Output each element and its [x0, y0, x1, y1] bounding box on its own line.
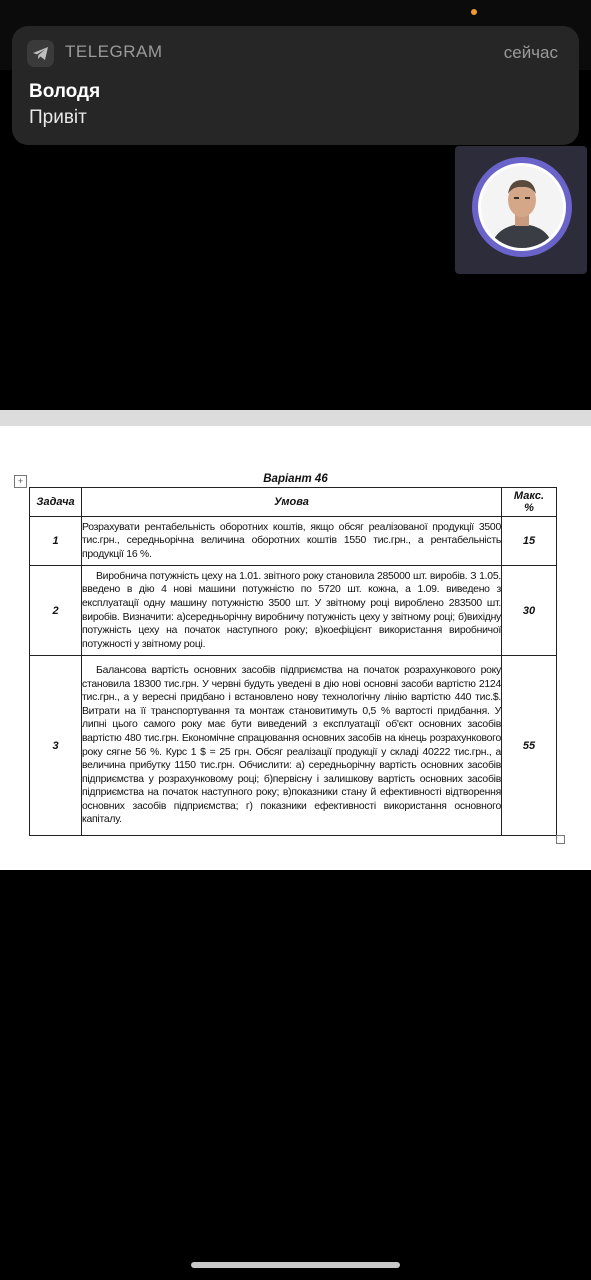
- tasks-table: [29, 487, 557, 836]
- task-condition: Виробнича потужність цеху на 1.01. звітного року становила 285000 шт. виробів. З 1.05. введено в дію 4 нові машини потужністю по 5720 шт. кожна, а 1.09. виведено з експлуатації одну машину потужністю 3500 шт. У звітному році вироблено 283500 шт. виробів. Визначити: а)середньорічну виробничу потужність цеху у звітному році; б)вихідну потужність цеху на початок наступного року; в)коефіцієнт використання виробничої потужності у звітному році.: [82, 566, 502, 656]
- table-header-row: [30, 488, 557, 517]
- telegram-plane-icon: [27, 40, 54, 67]
- table-row: [30, 656, 557, 836]
- notification-app-name: TELEGRAM: [65, 42, 163, 61]
- telegram-notification[interactable]: [12, 26, 579, 145]
- task-number: 1: [30, 517, 82, 566]
- task-condition: Балансова вартість основних засобів підприємства на початок розрахункового року становила 18300 тис.грн. У червні будуть уведені в дію нові основні засоби вартістю 2124 тис.грн., а у вересні придбано і встановлено нову технологічну лінію вартістю 440 тис.$. Витрати на її транспортування та монтаж становитимуть 0,5 % вартості придбання. У липні цього самого року має бути виведений з експлуатації об'єкт основних засобів вартістю 480 тис.грн. Економічне спрацювання основних засобів на кінець розрахункового року сягне 56 %. Курс 1 $ = 25 грн. Обсяг реалізації продукції у складі 40222 тис.грн., а величина прибутку 1150 тис.грн. Обчислити: а) середньорічну вартість основних засобів підприємства у розрахунковому році; б)первісну і залишкову вартість основних засобів підприємства на початок наступного року; в)показники стану й ефективності відтворення основних засобів підприємства; г) показники ефективності використання основного капіталу.: [82, 656, 502, 836]
- notification-message: Привіт: [29, 107, 87, 128]
- notification-sender: Володя: [29, 81, 101, 102]
- table-move-handle-icon[interactable]: +: [14, 475, 27, 488]
- caller-video-avatar: [478, 163, 566, 251]
- home-indicator[interactable]: [191, 1262, 400, 1268]
- table-row: [30, 566, 557, 656]
- variant-title: Варіант 46: [263, 473, 328, 485]
- mic-indicator-dot: [471, 9, 477, 15]
- task-condition: Розрахувати рентабельність оборотних коштів, якщо обсяг реалізованої продукції 3500 тис.грн., середньорічна величина оборотних коштів 1550 тис.грн., а рентабельність продукції 16 %.: [82, 517, 502, 566]
- task-max-score: 55: [502, 656, 557, 836]
- header-max: Макс. %: [502, 488, 557, 517]
- document-toolbar-edge: [0, 410, 591, 426]
- task-max-score: 30: [502, 566, 557, 656]
- notification-time: сейчас: [503, 43, 558, 62]
- table-resize-handle-icon[interactable]: [556, 835, 565, 844]
- caller-avatar-ring: [472, 157, 572, 257]
- document-page: [0, 426, 591, 870]
- video-call-tile[interactable]: [455, 146, 587, 274]
- task-number: 2: [30, 566, 82, 656]
- header-task: Задача: [30, 488, 82, 517]
- task-max-score: 15: [502, 517, 557, 566]
- task-number: 3: [30, 656, 82, 836]
- header-condition: Умова: [82, 488, 502, 517]
- table-row: [30, 517, 557, 566]
